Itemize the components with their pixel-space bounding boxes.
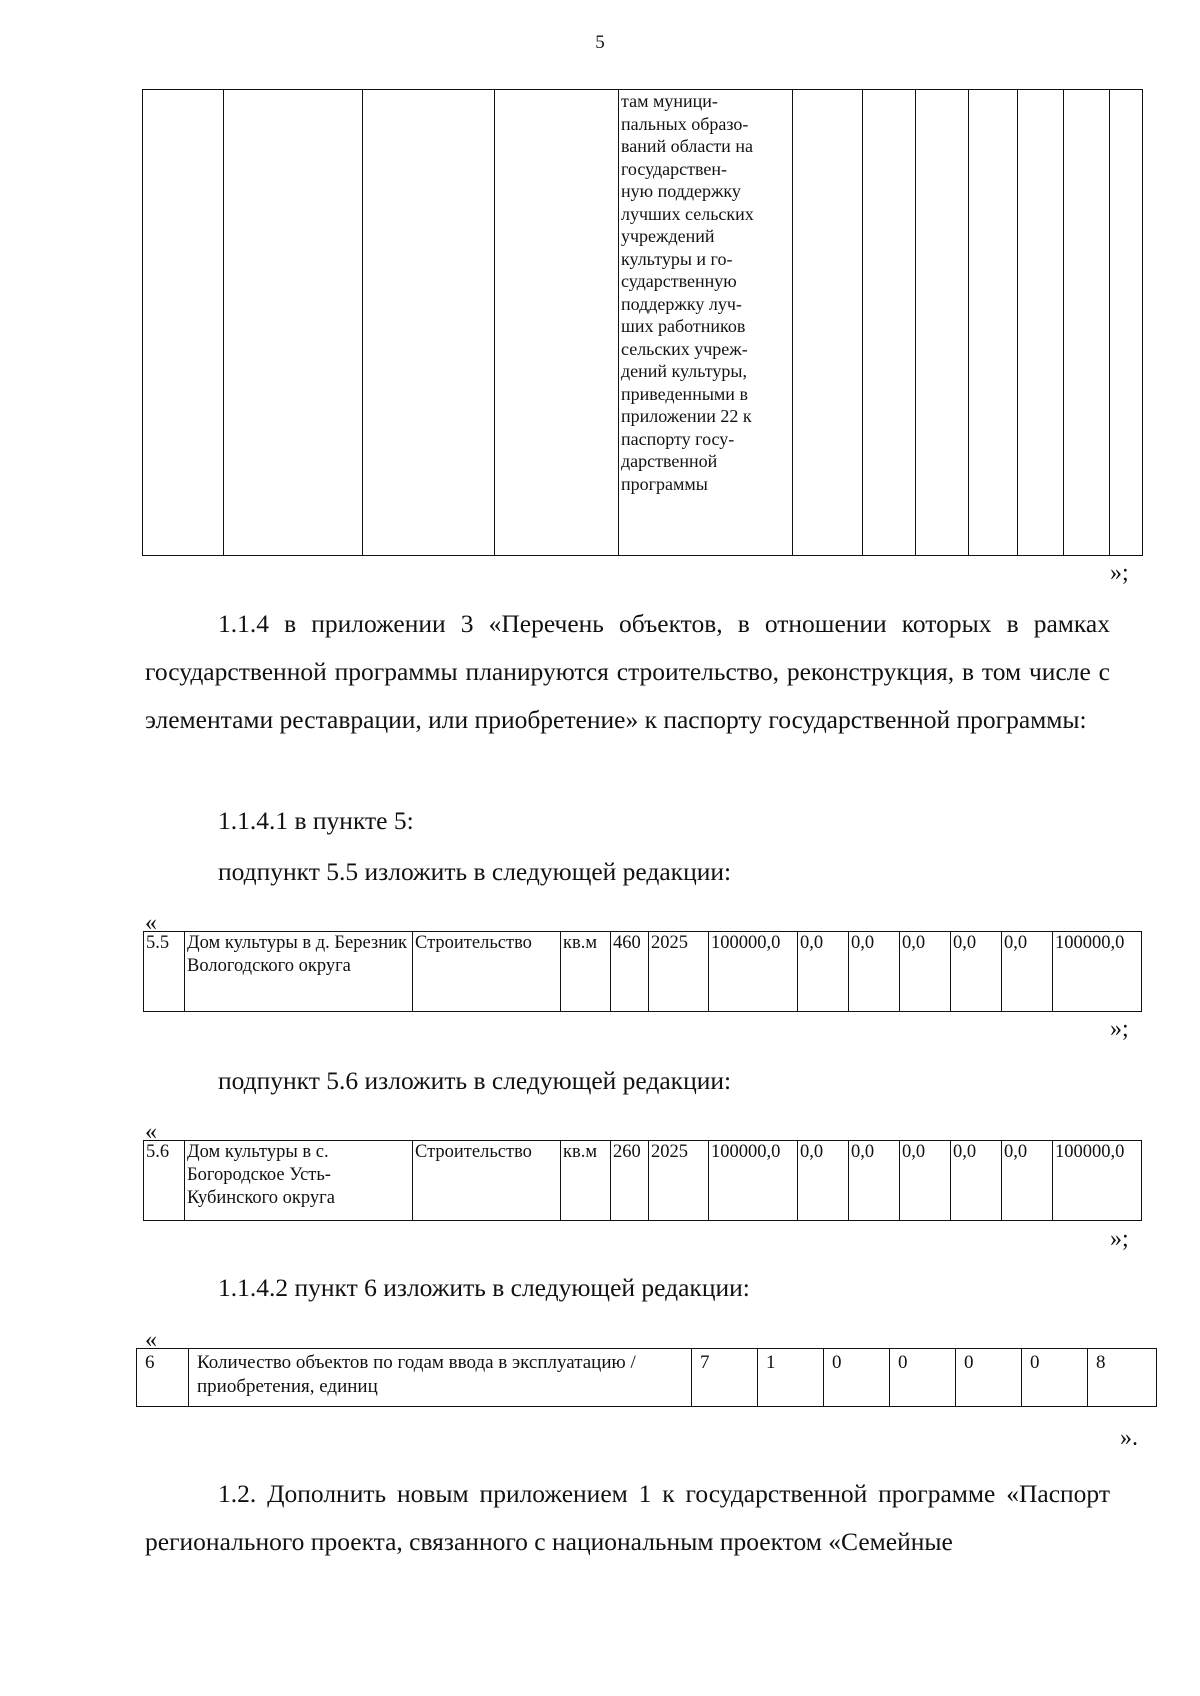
value-cell: 100000,0	[709, 932, 798, 1012]
measure-text-line: приложении 22 к	[621, 406, 752, 426]
object-name: Дом культуры в с. Богородское Усть-Кубинского округа	[185, 1141, 413, 1221]
indicator-name: Количество объектов по годам ввода в эксплуатацию / приобретения, единиц	[189, 1349, 692, 1407]
value-cell: 0,0	[798, 1141, 849, 1221]
value-cell: 0,0	[1002, 932, 1053, 1012]
measure-text-line: дений культуры,	[621, 361, 747, 381]
measure-text-line: лучших сельских	[621, 203, 754, 224]
measure-text-line: там муници-	[621, 91, 718, 111]
measure-text-line: сельских учреж-	[621, 338, 748, 359]
row-number: 6	[137, 1349, 189, 1407]
table-row-5-6	[143, 1140, 1142, 1221]
open-quote-6: «	[145, 1327, 157, 1353]
value-cell: 1	[758, 1349, 824, 1407]
value-cell: 0,0	[849, 1141, 900, 1221]
unit: кв.м	[561, 932, 611, 1012]
work-type: Строительство	[413, 932, 561, 1012]
value-cell: 0	[824, 1349, 890, 1407]
paragraph-1-1-4-1: 1.1.4.1 в пункте 5:	[218, 806, 414, 835]
year: 2025	[649, 932, 709, 1012]
subpoint-5-5-label: подпункт 5.5 изложить в следующей редакции:	[218, 857, 732, 886]
value-cell: 0	[1022, 1349, 1088, 1407]
value-cell: 100000,0	[1053, 1141, 1142, 1221]
continuation-table	[142, 89, 1143, 556]
capacity: 460	[611, 932, 649, 1012]
value-cell: 0,0	[900, 1141, 951, 1221]
paragraph-1-1-4-2: 1.1.4.2 пункт 6 изложить в следующей редакции:	[218, 1273, 750, 1302]
measure-text-lines	[621, 90, 790, 495]
value-cell: 0,0	[849, 932, 900, 1012]
object-name: Дом культуры в д. Березник Вологодского округа	[185, 932, 413, 1012]
closing-quote-6: ».	[1120, 1425, 1138, 1451]
closing-quote-1: »;	[1110, 560, 1129, 586]
value-cell: 0,0	[951, 1141, 1002, 1221]
measure-text-line: пальных образо-	[621, 113, 749, 134]
value-cell: 100000,0	[709, 1141, 798, 1221]
paragraph-1-2: 1.2. Дополнить новым приложением 1 к государственной программе «Паспорт регионального проекта, связанного с национальным проектом «Семейные	[145, 1479, 1110, 1556]
measure-text-line: учреждений	[621, 226, 715, 246]
measure-text-line: сударственную	[621, 271, 737, 291]
measure-text-cell	[619, 90, 793, 556]
measure-text-line: ваний области на	[621, 136, 753, 156]
capacity: 260	[611, 1141, 649, 1221]
open-quote-5-5: «	[145, 910, 157, 936]
measure-text-line: паспорту госу-	[621, 428, 735, 449]
measure-text-line: государствен-	[621, 158, 728, 179]
value-cell: 7	[692, 1349, 758, 1407]
value-cell: 0,0	[1002, 1141, 1053, 1221]
measure-text-line: приведенными в	[621, 383, 748, 404]
subpoint-5-6-label: подпункт 5.6 изложить в следующей редакции:	[218, 1066, 732, 1095]
closing-quote-5-5: »;	[1110, 1016, 1129, 1042]
measure-text-line: программы	[621, 473, 708, 494]
paragraph-1-1-4: 1.1.4 в приложении 3 «Перечень объектов, в отношении которых в рамках государственной программы планируются строительство, реконструкция, в том числе с элементами реставрации, или приобретение» к паспорту государственной программы:	[145, 609, 1110, 734]
value-cell: 0,0	[951, 932, 1002, 1012]
value-cell: 8	[1088, 1349, 1157, 1407]
value-cell: 0	[956, 1349, 1022, 1407]
table-row-5-5	[143, 931, 1142, 1012]
measure-text-line: ших работников	[621, 316, 746, 336]
measure-text-line: поддержку луч-	[621, 293, 742, 314]
row-number: 5.6	[144, 1141, 185, 1221]
unit: кв.м	[561, 1141, 611, 1221]
closing-quote-5-6: »;	[1110, 1226, 1129, 1252]
measure-text-line: дарственной	[621, 451, 718, 471]
value-cell: 100000,0	[1053, 932, 1142, 1012]
measure-text-line: культуры и го-	[621, 248, 733, 269]
value-cell: 0	[890, 1349, 956, 1407]
work-type: Строительство	[413, 1141, 561, 1221]
value-cell: 0,0	[798, 932, 849, 1012]
year: 2025	[649, 1141, 709, 1221]
value-cell: 0,0	[900, 932, 951, 1012]
table-row-6	[136, 1348, 1157, 1407]
measure-text-line: ную поддержку	[621, 181, 741, 201]
open-quote-5-6: «	[145, 1119, 157, 1145]
row-number: 5.5	[144, 932, 185, 1012]
page-number: 5	[595, 32, 605, 53]
